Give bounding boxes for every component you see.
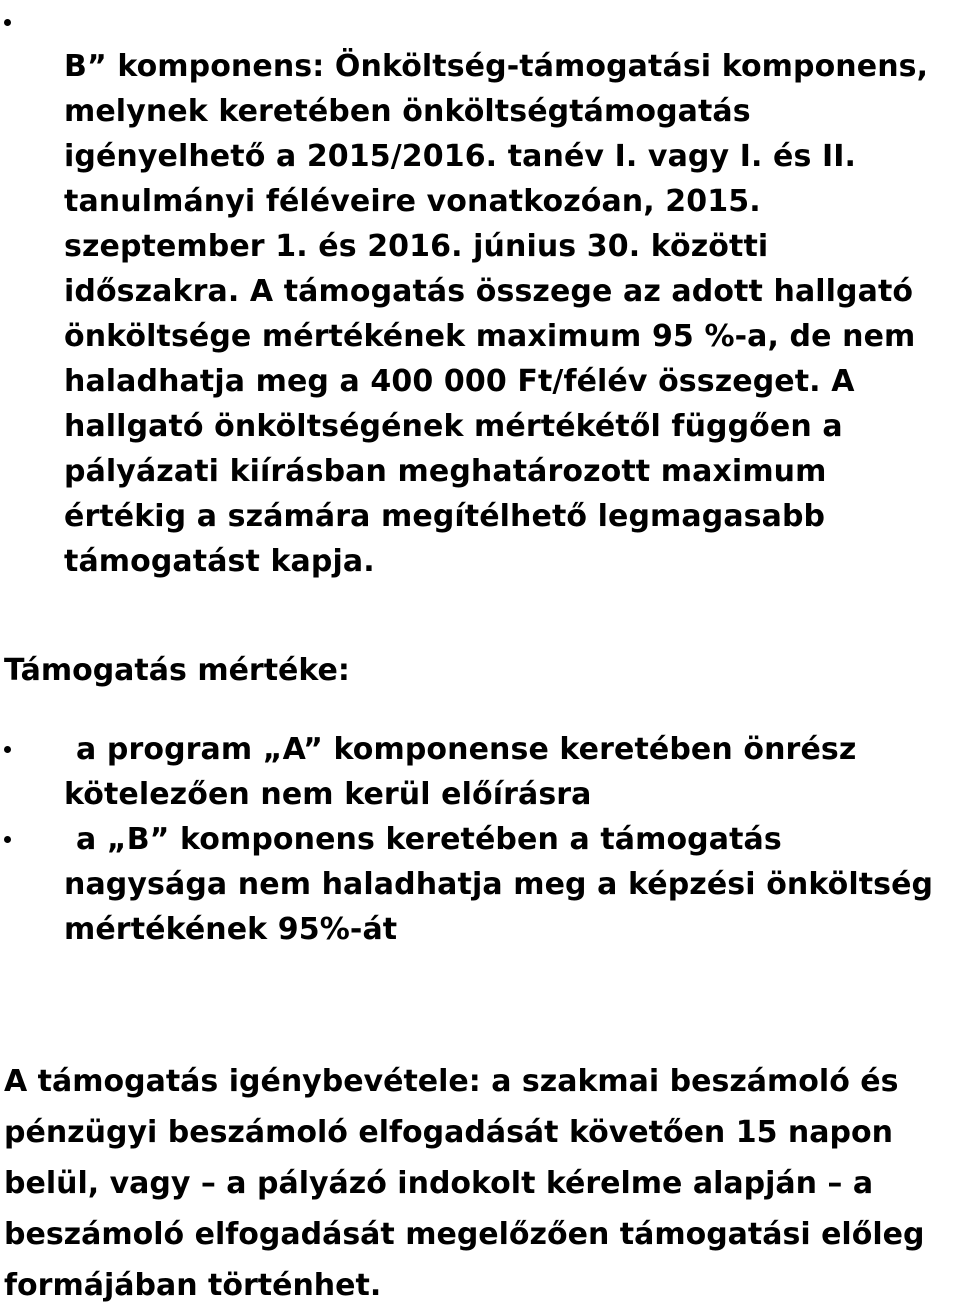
support-rate-heading: Támogatás mértéke:: [4, 653, 350, 688]
bullet-dot: [4, 836, 11, 843]
bullet-dot: [4, 19, 11, 26]
bullet-dot: [4, 746, 11, 753]
b-component-text: [64, 0, 956, 584]
support-item-a-text: a program „A” komponense keretében önrész kötelezően nem kerül előírásra: [64, 732, 857, 812]
support-item-b-text: a „B” komponens keretében a támogatás nagysága nem haladhatja meg a képzési önköltség mértékének 95%-át: [64, 822, 934, 947]
b-component-body: B” komponens: Önköltség-támogatási komponens, melynek keretében önköltségtámogatás igényelhető a 2015/2016. tanév I. vagy I. és II. tanulmányi féléveire vonatkozóan, 2015. szeptember 1. és 2016. június 30. közötti időszakra. A támogatás összege az adott hallgató önköltsége mértékének maximum 95 %-a, de nem haladhatja meg a 400 000 Ft/félév összeget. A hallgató önköltségének mértékétől függően a pályázati kiírásban meghatározott maximum értékig a számára megítélhető legmagasabb támogatást kapja.: [64, 49, 929, 579]
usage-paragraph: A támogatás igénybevétele: a szakmai beszámoló és pénzügyi beszámoló elfogadását követően 15 napon belül, vagy – a pályázó indokolt kérelme alapján – a beszámoló elfogadását megelőzően támogatási előleg formájában történhet.: [4, 1064, 925, 1303]
